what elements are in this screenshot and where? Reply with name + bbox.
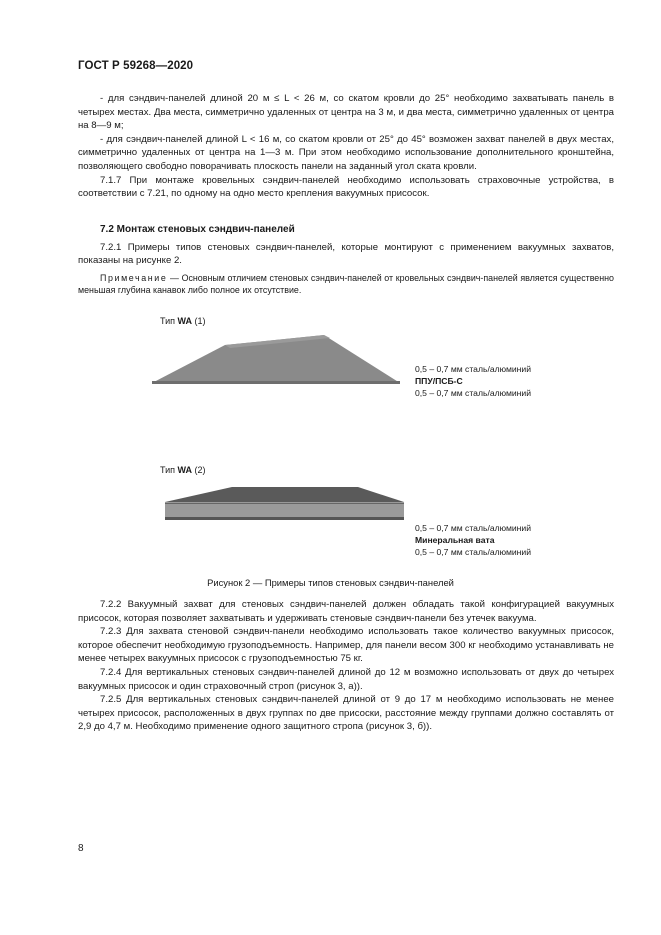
panel-wa2-core: [165, 503, 404, 518]
panel-2-type: WA: [177, 465, 193, 475]
paragraph-7-1-7: 7.1.7 При монтаже кровельных сэндвич-панелей необходимо использовать страховочные устройства, в соответствии с 7.21, по одному на одно место крепления вакуумных присосок.: [78, 174, 614, 200]
panel-2-layers: [415, 522, 531, 558]
panel-1-layers: [415, 363, 531, 399]
note-label: Примечание: [100, 272, 168, 283]
panel-2-suffix: (2): [192, 465, 206, 475]
note-text: — Основным отличием стеновых сэндвич-панелей от кровельных сэндвич-панелей является существенно меньшая глубина канавок либо полное их отсутствие.: [78, 272, 614, 296]
panel-1-layer-top: 0,5 – 0,7 мм сталь/алюминий: [415, 364, 532, 374]
panel-wa1-bottom-skin: [152, 381, 400, 384]
paragraph-7-2-4: 7.2.4 Для вертикальных стеновых сэндвич-панелей длиной до 12 м возможно использовать от двух до четырех вакуумных присосок и один страховочный строп (рисунок 3, а)).: [78, 666, 614, 692]
paragraph-roof-16: - для сэндвич-панелей длиной L < 16 м, со скатом кровли от 25° до 45° возможен захват панелей в двух местах, симметрично удаленных от центра на 1—3 м. При этом необходимо использование дополнительного кронштейна, позволяющего свободно поворачивать плоскость панели на заданный угол ската кровли.: [78, 133, 614, 172]
panel-1-type: WA: [177, 316, 193, 326]
bottom-text-block: [78, 598, 614, 734]
panel-2-layer-bottom: 0,5 – 0,7 мм сталь/алюминий: [415, 547, 532, 557]
page-number: 8: [78, 843, 84, 854]
paragraph-roof-20-26: - для сэндвич-панелей длиной 20 м ≤ L < 26 м, со скатом кровли до 25° необходимо захватывать панель в четырех местах. Два места, симметрично удаленных от центра на 3 м, и два места, симметрично удаленных от центра на 8—9 м;: [78, 93, 614, 132]
panel-2-core: Минеральная вата: [415, 535, 495, 545]
panel-2-prefix: Тип: [160, 465, 178, 475]
panel-wa2-top: [165, 487, 404, 502]
paragraph-7-2-5: 7.2.5 Для вертикальных стеновых сэндвич-панелей длиной от 9 до 17 м необходимо использовать не менее четырех присосок, расположенных в двух группах по две присоски, расстояние между группами должно составлять от 2,9 до 4,7 м. Необходимо применение одного защитного стропа (рисунок 3, б)).: [78, 694, 614, 733]
panel-1-label: [160, 316, 206, 326]
panel-1-core: ППУ/ПСБ-С: [415, 376, 463, 386]
panel-2-label: [160, 465, 206, 475]
paragraph-7-2-2: 7.2.2 Вакуумный захват для стеновых сэндвич-панелей должен обладать такой конфигурацией вакуумных присосок, которая позволяет захватывать и удерживать стеновые сэндвич-панели без утечек вакуума.: [78, 599, 614, 624]
paragraph-7-2-1: 7.2.1 Примеры типов стеновых сэндвич-панелей, которые монтируют с применением вакуумных захватов, показаны на рисунке 2.: [78, 241, 614, 267]
paragraph-7-2-3: 7.2.3 Для захвата стеновой сэндвич-панели необходимо использовать такое количество вакуумных присосок, которое обеспечит необходимую грузоподъемность. Например, для панели весом 300 кг необходимо устанавливать не менее четырех вакуумных присосок с грузоподъемностью 75 кг.: [78, 626, 614, 665]
section-title: 7.2 Монтаж стеновых сэндвич-панелей: [100, 224, 295, 235]
document-code: ГОСТ Р 59268—2020: [78, 60, 194, 72]
panel-1-suffix: (1): [192, 316, 206, 326]
panel-1-prefix: Тип: [160, 316, 178, 326]
panel-wa2-bottom-skin: [165, 517, 404, 520]
panel-2-layer-top: 0,5 – 0,7 мм сталь/алюминий: [415, 523, 532, 533]
panel-1-layer-bottom: 0,5 – 0,7 мм сталь/алюминий: [415, 388, 532, 398]
figure-caption: Рисунок 2 — Примеры типов стеновых сэндвич-панелей: [207, 577, 454, 588]
